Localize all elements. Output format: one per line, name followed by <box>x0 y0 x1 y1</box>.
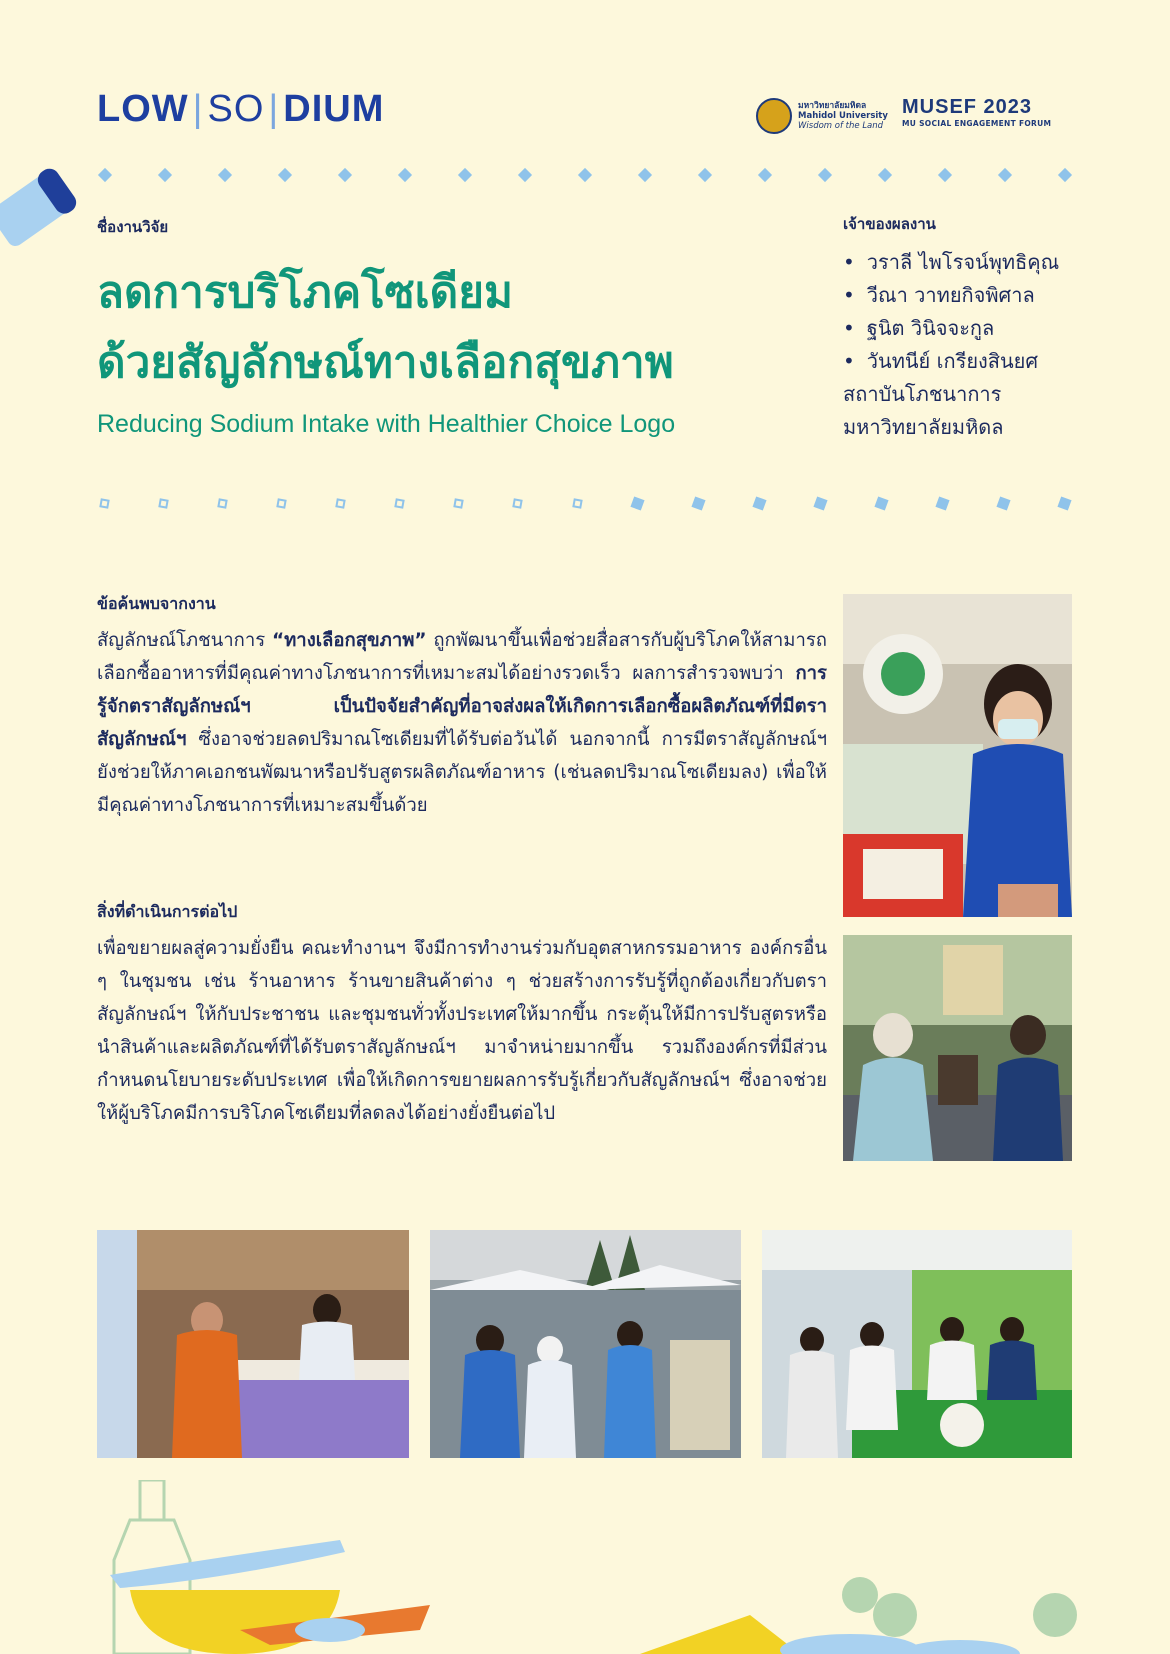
next-steps-paragraph: เพื่อขยายผลสู่ความยั่งยืน คณะทำงานฯ จึงมีการทำงานร่วมกับอุตสาหกรรมอาหาร องค์กรอื่น ๆ ในชุมชน เช่น ร้านอาหาร ร้านขายสินค้าต่าง ๆ ช่วยสร้างการรับรู้ที่ถูกต้องเกี่ยวกับตราสัญลักษณ์ฯ ให้กับประชาชน และชุมชนทั่วทั้งประเทศให้มากขึ้น กระตุ้นให้มีการปรับสูตรหรือนำสินค้าและผลิตภัณฑ์ที่ได้รับตราสัญลักษณ์ฯ มาจำหน่ายมากขึ้น รวมถึงองค์กรที่มีส่วนกำหนดนโยบายระดับประเทศ เพื่อให้เกิดการขยายผลการรับรู้เกี่ยวกับสัญลักษณ์ฯ ซึ่งอาจช่วยให้ผู้บริโภคมีการบริโภคโซเดียมที่ลดลงได้อย่างยั่งยืนต่อไป <box>97 938 827 1124</box>
lowsodium-logo: LOW | SO | DIUM <box>97 88 385 130</box>
mahidol-seal-icon <box>756 98 792 134</box>
findings-title: ข้อค้นพบจากงาน <box>97 594 216 613</box>
owners-block <box>843 212 1093 444</box>
owners-list <box>843 246 1093 378</box>
owner-item: • วราลี ไพโรจน์พุทธิคุณ <box>843 246 1093 279</box>
square-divider <box>100 498 1070 509</box>
research-label: ชื่องานวิจัย <box>97 218 169 236</box>
musef-logo: MUSEF 2023 MU SOCIAL ENGAGEMENT FORUM <box>902 96 1052 128</box>
plates-decoration <box>620 1560 1080 1654</box>
institute-name: สถาบันโภชนาการ มหาวิทยาลัยมหิดล <box>843 382 1004 439</box>
bowl-bottle-decoration <box>100 1480 430 1654</box>
owner-item: • ฐนิต วินิจจะกูล <box>843 312 1093 345</box>
research-title-thai: ลดการบริโภคโซเดียม ด้วยสัญลักษณ์ทางเลือกสุขภาพ <box>97 267 674 388</box>
owner-item: • วีณา วาทยกิจพิศาล <box>843 279 1093 312</box>
photo-woman-with-logo <box>843 594 1072 917</box>
photo-outdoor-event <box>430 1230 741 1458</box>
photo-group-booth <box>762 1230 1072 1458</box>
next-steps-title: สิ่งที่ดำเนินการต่อไป <box>97 902 238 921</box>
owner-item: • วันทนีย์ เกรียงสินยศ <box>843 345 1093 378</box>
photo-shop-visit <box>843 935 1072 1161</box>
findings-paragraph: สัญลักษณ์โภชนาการ “ทางเลือกสุขภาพ” ถูกพัฒนาขึ้นเพื่อช่วยสื่อสารกับผู้บริโภคให้สามารถเลือกซื้ออาหารที่มีคุณค่าทางโภชนาการที่เหมาะสมได้อย่างรวดเร็ว ผลการสำรวจพบว่า การรู้จักตราสัญลักษณ์ฯ เป็นปัจจัยสำคัญที่อาจส่งผลให้เกิดการเลือกซื้อผลิตภัณฑ์ที่มีตราสัญลักษณ์ฯ ซึ่งอาจช่วยลดปริมาณโซเดียมที่ได้รับต่อวันได้ นอกจากนี้ การมีตราสัญลักษณ์ฯ ยังช่วยให้ภาคเอกชนพัฒนาหรือปรับสูตรผลิตภัณฑ์อาหาร (เช่นลดปริมาณโซเดียมลง) เพื่อให้มีคุณค่าทางโภชนาการที่เหมาะสมขึ้นด้วย <box>97 630 827 816</box>
mahidol-university-logo: มหาวิทยาลัยมหิดล Mahidol University Wisdom of the Land <box>756 98 888 134</box>
salt-shaker-decoration <box>0 150 80 250</box>
owners-label: เจ้าของผลงาน <box>843 215 936 233</box>
photo-monk-booth <box>97 1230 409 1458</box>
research-title-english: Reducing Sodium Intake with Healthier Choice Logo <box>97 410 676 438</box>
diamond-divider-top <box>100 170 1070 180</box>
